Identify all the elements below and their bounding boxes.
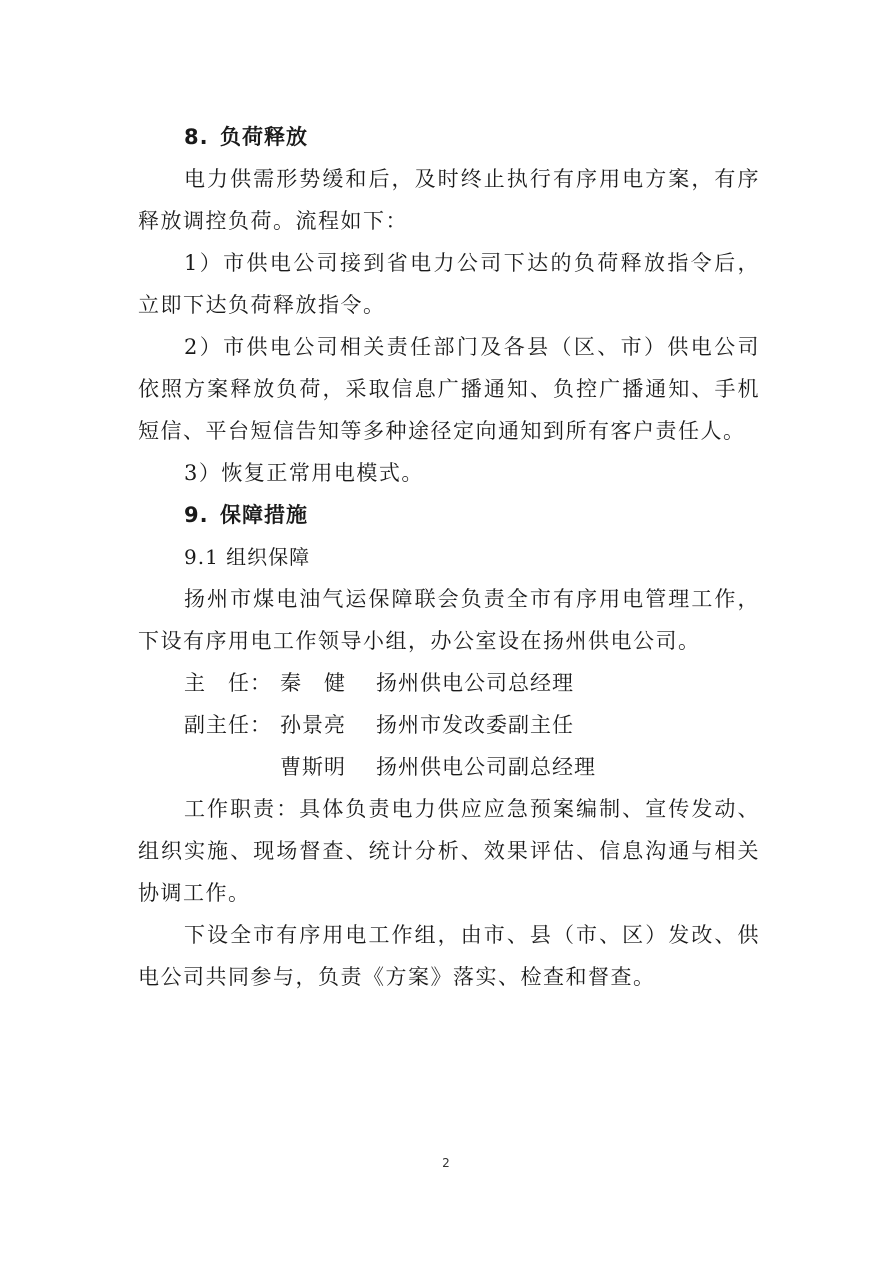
member-role: 主 任：	[184, 671, 272, 695]
section-8-step-1: 1）市供电公司接到省电力公司下达的负荷释放指令后，立即下达负荷释放指令。	[138, 251, 760, 317]
page-number: 2	[442, 1156, 450, 1170]
section-8-step-3: 3）恢复正常用电模式。	[184, 461, 424, 485]
member-name: 秦 健	[280, 671, 346, 695]
page-content	[138, 116, 760, 998]
member-director	[138, 662, 760, 704]
section-8-intro: 电力供需形势缓和后，及时终止执行有序用电方案，有序释放调控负荷。流程如下：	[138, 167, 760, 233]
member-title: 扬州市发改委副主任	[376, 713, 574, 737]
section-9-1-intro: 扬州市煤电油气运保障联会负责全市有序用电管理工作，下设有序用电工作领导小组，办公室设在扬州供电公司。	[138, 587, 760, 653]
member-name: 曹斯明	[280, 755, 346, 779]
section-9-1-heading: 9.1 组织保障	[184, 545, 311, 569]
member-deputy-director-1	[138, 704, 760, 746]
section-8-title: 负荷释放	[220, 125, 308, 149]
section-8-step-2: 2）市供电公司相关责任部门及各县（区、市）供电公司依照方案释放负荷，采取信息广播通知、负控广播通知、手机短信、平台短信告知等多种途径定向通知到所有客户责任人。	[138, 335, 760, 443]
section-8-number: 8.	[184, 125, 209, 149]
member-title: 扬州供电公司副总经理	[376, 755, 596, 779]
section-9-number: 9.	[184, 503, 209, 527]
section-9-1-duties: 工作职责：具体负责电力供应应急预案编制、宣传发动、组织实施、现场督查、统计分析、效果评估、信息沟通与相关协调工作。	[138, 797, 760, 905]
section-9-heading	[138, 494, 760, 536]
section-9-1-workgroup: 下设全市有序用电工作组，由市、县（市、区）发改、供电公司共同参与，负责《方案》落实、检查和督查。	[138, 923, 760, 989]
member-deputy-director-2	[138, 746, 760, 788]
section-9-title: 保障措施	[220, 503, 308, 527]
member-title: 扬州供电公司总经理	[376, 671, 574, 695]
member-role: 副主任：	[184, 713, 272, 737]
member-name: 孙景亮	[280, 713, 346, 737]
section-8-heading	[138, 116, 760, 158]
